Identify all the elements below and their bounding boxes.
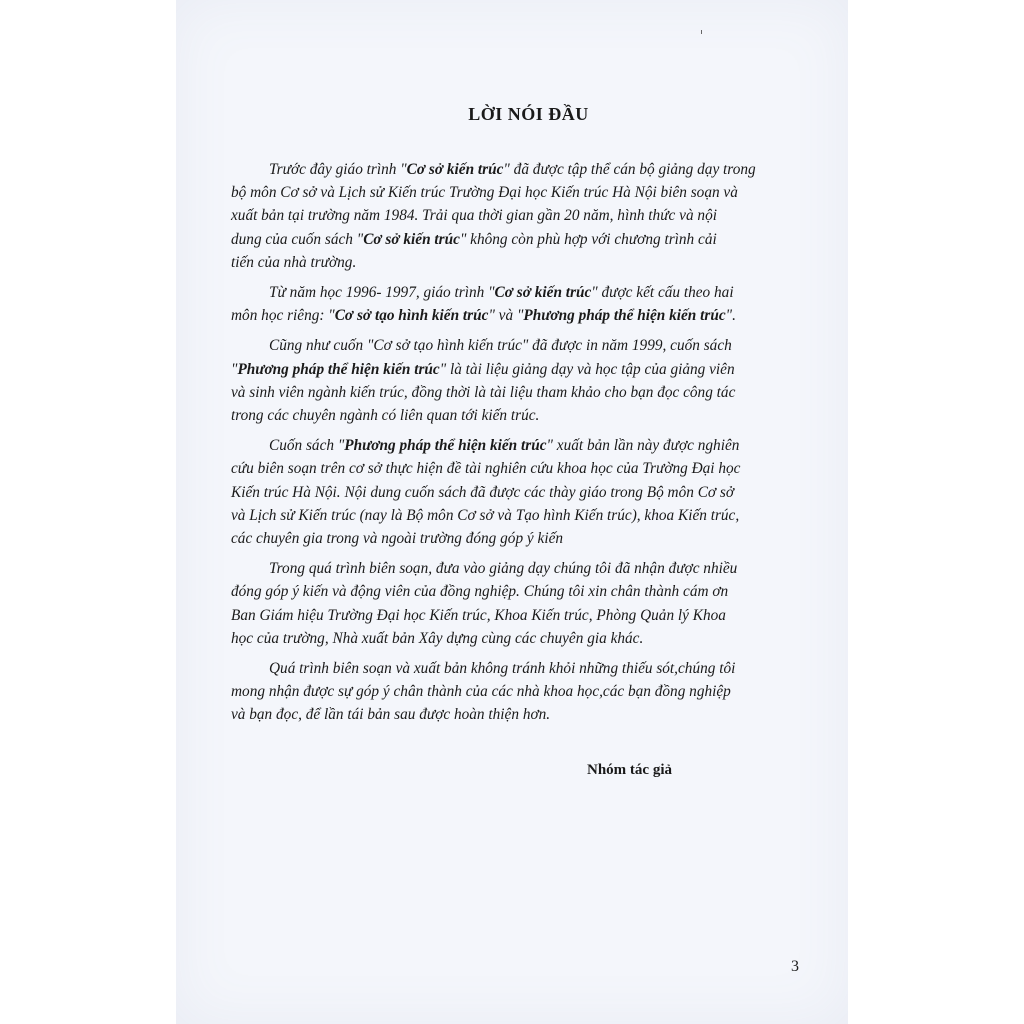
book-title-text: Cơ sở kiến trúc — [494, 284, 592, 302]
body-text: đóng góp ý kiến và động viên của đồng nghiệp. Chúng tôi xin chân thành cám ơn — [231, 583, 729, 601]
body-text: trong các chuyên ngành có liên quan tới kiến trúc. — [231, 407, 540, 425]
body-text: Trong quá trình biên soạn, đưa vào giảng dạy chúng tôi đã nhận được nhiều — [269, 560, 738, 578]
body-text: và Lịch sử Kiến trúc (nay là Bộ môn Cơ sở và Tạo hình Kiến trúc), khoa Kiến trúc, — [231, 506, 740, 524]
text-line — [231, 457, 806, 480]
text-line — [231, 657, 806, 680]
body-text: Cũng như cuốn "Cơ sở tạo hình kiến trúc" đã được in năm 1999, cuốn sách — [269, 337, 732, 355]
text-line — [231, 181, 806, 204]
body-text: " không còn phù hợp với chương trình cải — [459, 230, 717, 248]
book-title-text: Cơ sở kiến trúc — [363, 230, 460, 248]
body-text: Ban Giám hiệu Trường Đại học Kiến trúc, Khoa Kiến trúc, Phòng Quản lý Khoa — [231, 606, 726, 624]
book-title-text: Cơ sở kiến trúc — [406, 161, 504, 178]
body-text: và sinh viên ngành kiến trúc, đồng thời là tài liệu tham khảo cho bạn đọc công tác — [231, 383, 736, 401]
text-line — [231, 404, 806, 427]
body-text: tiến của nhà trường. — [231, 253, 357, 271]
body-text: mong nhận được sự góp ý chân thành của các nhà khoa học,các bạn đồng nghiệp — [231, 683, 731, 701]
body-text: xuất bản tại trường năm 1984. Trải qua thời gian gần 20 năm, hình thức và nội — [231, 207, 717, 225]
text-line — [231, 158, 806, 181]
body-text: Trước đây giáo trình " — [269, 161, 407, 178]
body-text: " — [231, 360, 238, 378]
text-line — [231, 434, 806, 457]
body-text: và bạn đọc, để lần tái bản sau được hoàn thiện hơn. — [231, 706, 551, 724]
body-text: Cuốn sách " — [269, 437, 345, 455]
body-text: học của trường, Nhà xuất bản Xây dựng cùng các chuyên gia khác. — [231, 629, 644, 647]
text-line — [231, 504, 806, 527]
text-line — [231, 358, 806, 381]
text-line — [231, 703, 806, 726]
body-text: môn học riêng: " — [231, 307, 335, 325]
body-text: Từ năm học 1996- 1997, giáo trình " — [269, 284, 495, 302]
book-title-text: Phương pháp thể hiện kiến trúc — [523, 307, 726, 325]
body-text: dung của cuốn sách " — [231, 230, 364, 248]
body-text: các chuyên gia trong và ngoài trường đóng góp ý kiến — [231, 530, 564, 548]
body-text: ". — [725, 307, 736, 325]
text-line — [231, 557, 806, 580]
book-title-text: Phương pháp thể hiện kiến trúc — [344, 437, 547, 455]
text-line — [231, 580, 806, 603]
text-line — [231, 481, 806, 504]
paragraph — [231, 557, 806, 650]
page-title: LỜI NÓI ĐẦU — [468, 104, 589, 124]
foreword-body — [231, 158, 806, 734]
body-text: " xuất bản lần này được nghiên — [546, 437, 740, 455]
book-title-text: Phương pháp thể hiện kiến trúc — [237, 360, 440, 378]
text-line — [231, 527, 806, 550]
text-line — [231, 228, 806, 251]
text-line — [231, 680, 806, 703]
text-line — [231, 204, 806, 227]
paragraph — [231, 158, 806, 274]
paragraph — [231, 434, 806, 550]
paragraph — [231, 281, 806, 327]
body-text: " được kết cấu theo hai — [591, 284, 734, 302]
body-text: bộ môn Cơ sở và Lịch sử Kiến trúc Trường Đại học Kiến trúc Hà Nội biên soạn và — [231, 184, 738, 202]
body-text: Quá trình biên soạn và xuất bản không tránh khỏi những thiếu sót,chúng tôi — [269, 660, 736, 678]
text-line — [231, 281, 806, 304]
text-line — [231, 334, 806, 357]
body-text: " và " — [488, 307, 524, 325]
body-text: " đã được tập thể cán bộ giảng dạy trong — [503, 161, 756, 178]
paragraph — [231, 334, 806, 427]
text-line — [231, 604, 806, 627]
page-number: 3 — [791, 958, 799, 975]
text-line — [231, 627, 806, 650]
page-tick-mark — [701, 30, 702, 34]
book-title-text: Cơ sở tạo hình kiến trúc — [334, 307, 489, 325]
body-text: Kiến trúc Hà Nội. Nội dung cuốn sách đã được các thày giáo trong Bộ môn Cơ sở — [231, 483, 735, 501]
body-text: " là tài liệu giảng dạy và học tập của giảng viên — [439, 360, 735, 378]
signature: Nhóm tác giả — [587, 762, 672, 778]
text-line — [231, 251, 806, 274]
text-line — [231, 304, 806, 327]
body-text: cứu biên soạn trên cơ sở thực hiện đề tài nghiên cứu khoa học của Trường Đại học — [231, 460, 741, 478]
paragraph — [231, 657, 806, 727]
text-line — [231, 381, 806, 404]
